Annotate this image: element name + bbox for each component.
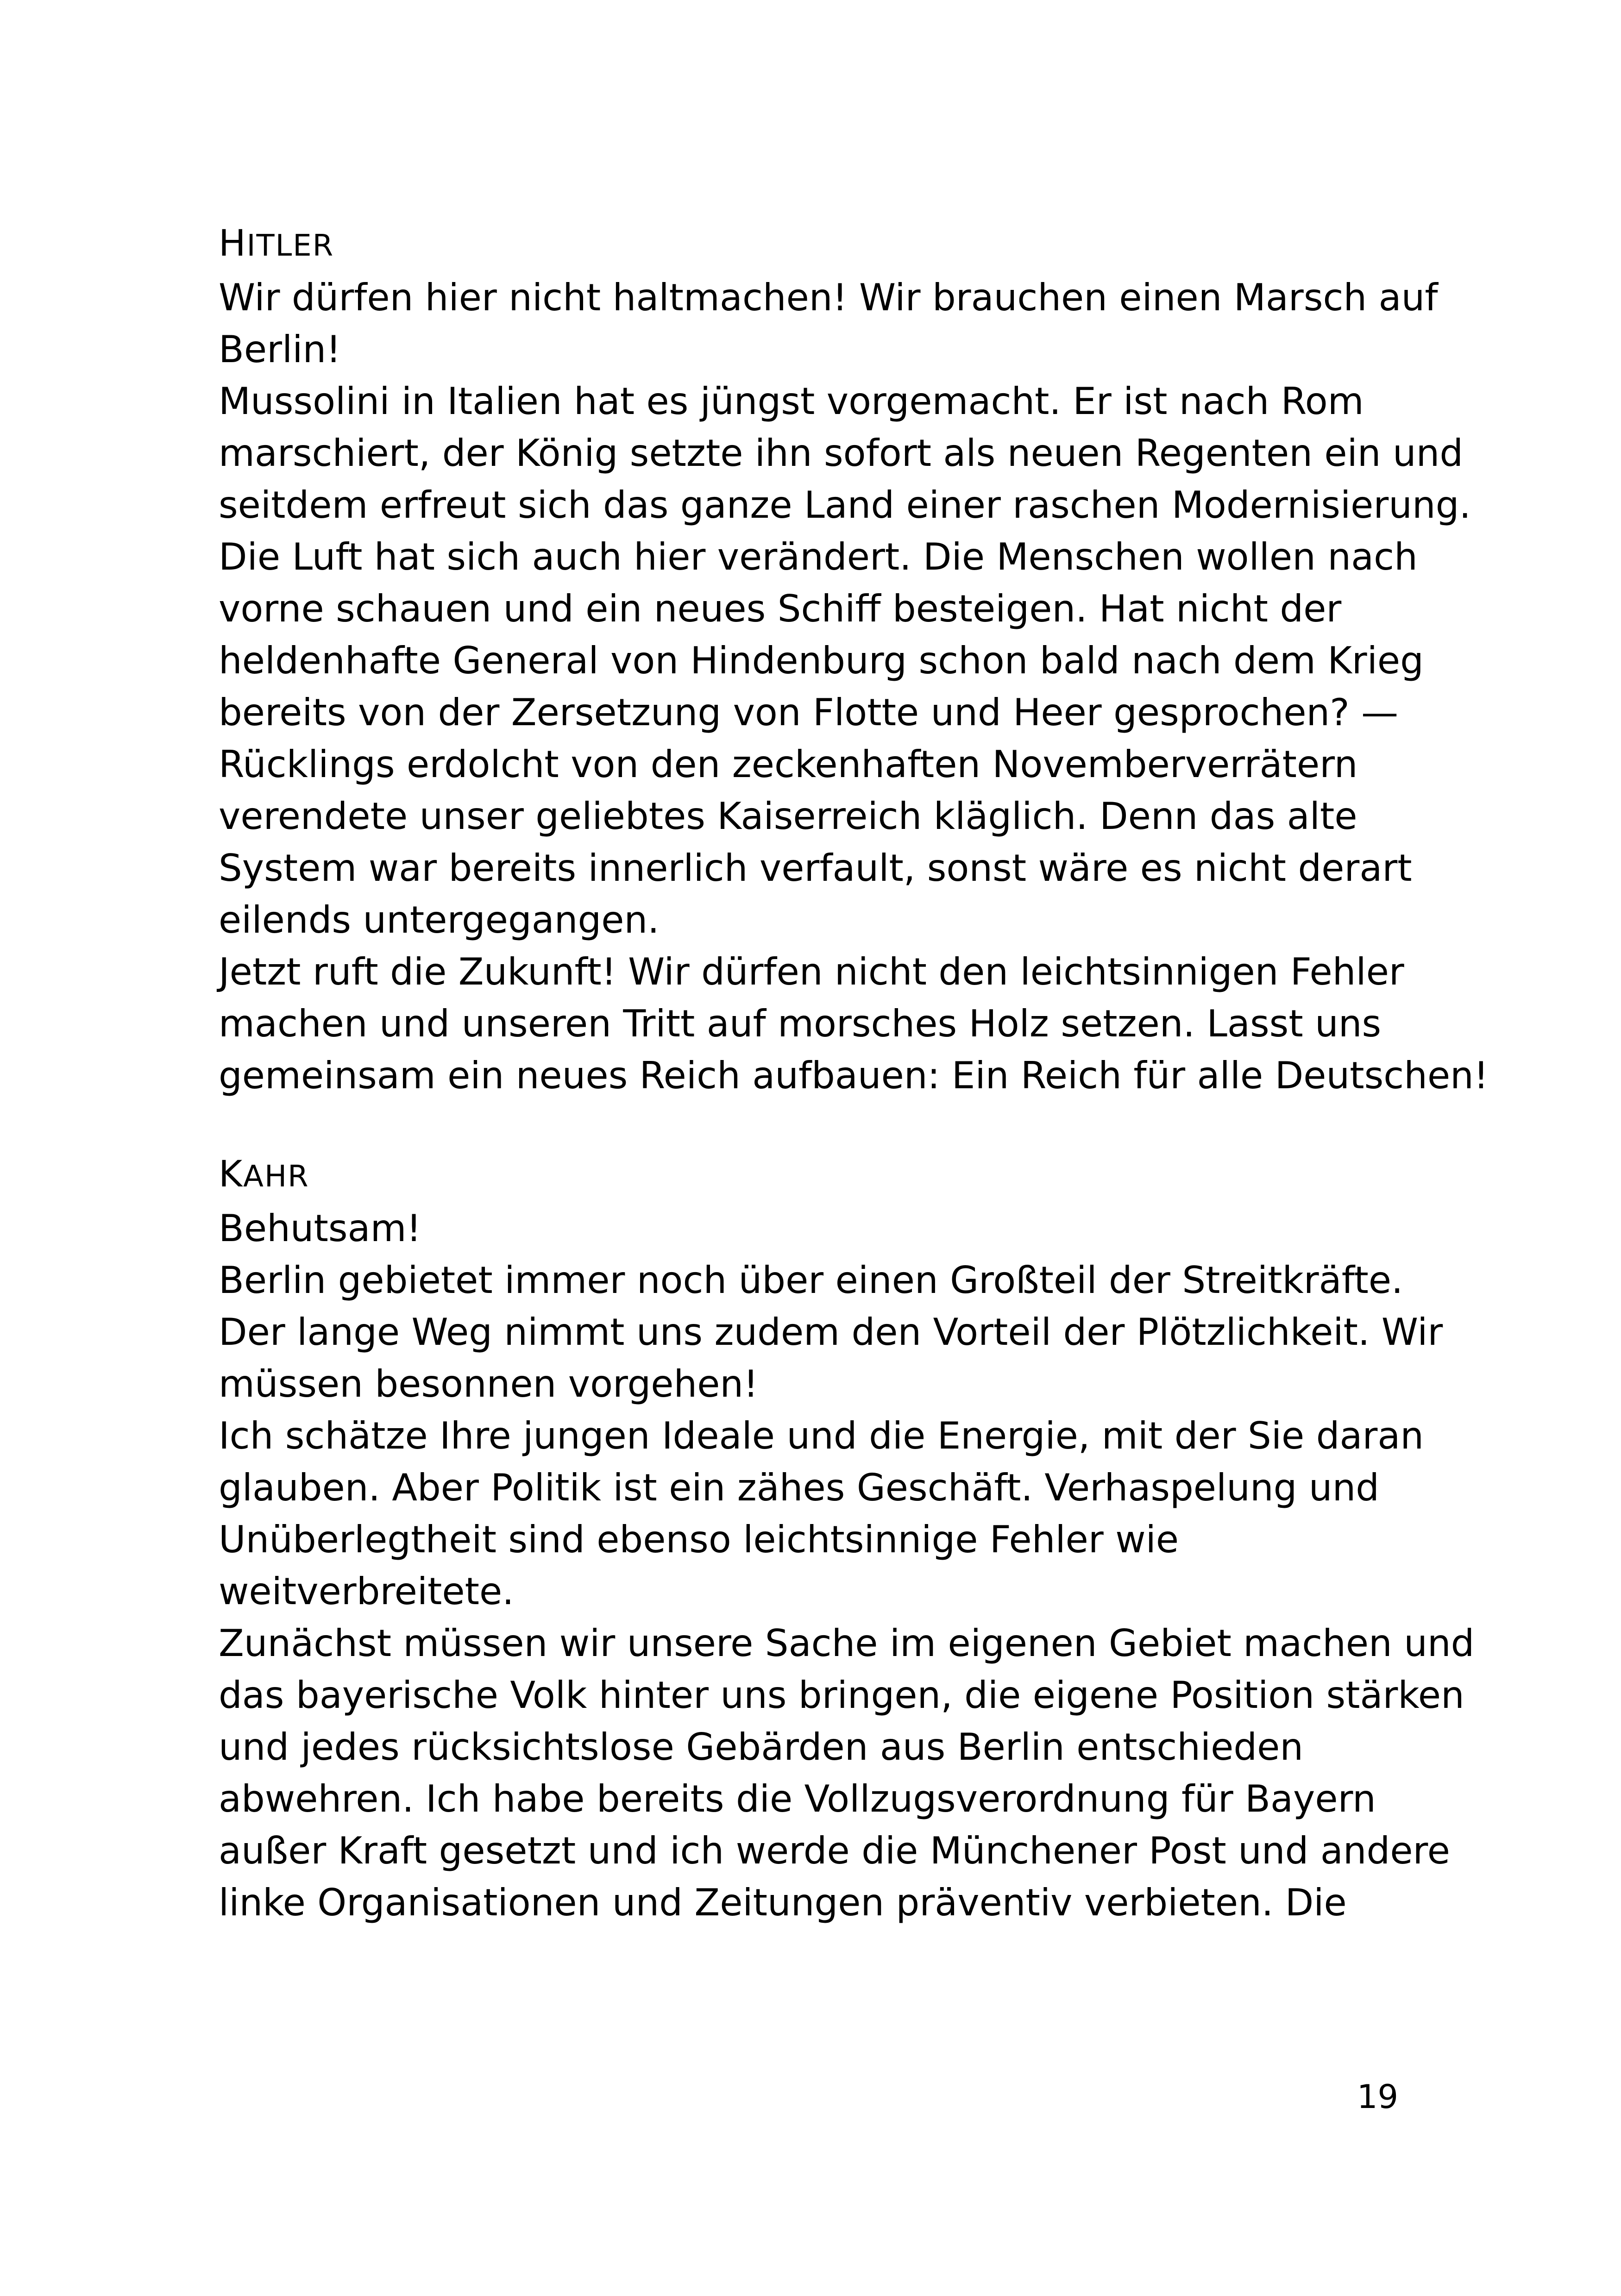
text-line: Rücklings erdolcht von den zeckenhaften Novemberverrätern — [219, 743, 1358, 786]
text-line: Wir dürfen hier nicht haltmachen! Wir brauchen einen Marsch auf — [219, 276, 1438, 319]
speaker-name — [219, 218, 1469, 272]
text-line: und jedes rücksichtslose Gebärden aus Berlin entschieden — [219, 1725, 1304, 1769]
text-line: außer Kraft gesetzt und ich werde die Münchener Post und andere — [219, 1829, 1450, 1872]
text-line: das bayerische Volk hinter uns bringen, die eigene Position stärken — [219, 1674, 1464, 1717]
text-line: seitdem erfreut sich das ganze Land einer raschen Modernisierung. — [219, 483, 1471, 527]
text-line: Die Luft hat sich auch hier verändert. Die Menschen wollen nach — [219, 535, 1418, 578]
speech-text — [219, 272, 1489, 1102]
text-line: abwehren. Ich habe bereits die Vollzugsverordnung für Bayern — [219, 1777, 1376, 1820]
text-line: Mussolini in Italien hat es jüngst vorgemacht. Er ist nach Rom — [219, 380, 1364, 423]
speaker-name-rest: ITLER — [246, 229, 334, 263]
text-line: Berlin! — [219, 328, 341, 371]
text-line: glauben. Aber Politik ist ein zähes Geschäft. Verhaspelung und — [219, 1466, 1380, 1509]
text-line: vorne schauen und ein neues Schiff besteigen. Hat nicht der — [219, 587, 1342, 630]
text-line: machen und unseren Tritt auf morsches Holz setzen. Lasst uns — [219, 1002, 1382, 1045]
text-line: gemeinsam ein neues Reich aufbauen: Ein Reich für alle Deutschen! — [219, 1054, 1489, 1097]
text-line: müssen besonnen vorgehen! — [219, 1362, 759, 1405]
text-line: bereits von der Zersetzung von Flotte und Heer gesprochen? — — [219, 691, 1399, 734]
text-line: heldenhafte General von Hindenburg schon bald nach dem Krieg — [219, 639, 1424, 682]
speaker-name — [219, 1148, 1469, 1203]
text-line: Der lange Weg nimmt uns zudem den Vorteil der Plötzlichkeit. Wir — [219, 1311, 1443, 1354]
text-line: marschiert, der König setzte ihn sofort als neuen Regenten ein und — [219, 432, 1464, 475]
text-line: Behutsam! — [219, 1207, 421, 1250]
text-line: Jetzt ruft die Zukunft! Wir dürfen nicht den leichtsinnigen Fehler — [219, 950, 1404, 993]
speech-section-kahr — [219, 1148, 1475, 1929]
text-line: Zunächst müssen wir unsere Sache im eigenen Gebiet machen und — [219, 1622, 1475, 1665]
speaker-name-initial: K — [219, 1154, 244, 1195]
text-line: linke Organisationen und Zeitungen präventiv verbieten. Die — [219, 1881, 1347, 1924]
text-line: System war bereits innerlich verfault, sonst wäre es nicht derart — [219, 847, 1412, 890]
page-number: 19 — [1357, 2078, 1399, 2116]
speech-section-hitler — [219, 218, 1489, 1102]
speech-text — [219, 1203, 1475, 1929]
text-line: eilends untergegangen. — [219, 898, 660, 941]
text-line: verendete unser geliebtes Kaiserreich kläglich. Denn das alte — [219, 795, 1357, 838]
text-line: Berlin gebietet immer noch über einen Großteil der Streitkräfte. — [219, 1259, 1403, 1302]
text-line: Unüberlegtheit sind ebenso leichtsinnige Fehler wie — [219, 1518, 1179, 1561]
text-line: Ich schätze Ihre jungen Ideale und die Energie, mit der Sie daran — [219, 1414, 1424, 1457]
speaker-name-rest: AHR — [243, 1160, 309, 1194]
text-line: weitverbreitete. — [219, 1570, 514, 1613]
speaker-name-initial: H — [219, 223, 247, 264]
